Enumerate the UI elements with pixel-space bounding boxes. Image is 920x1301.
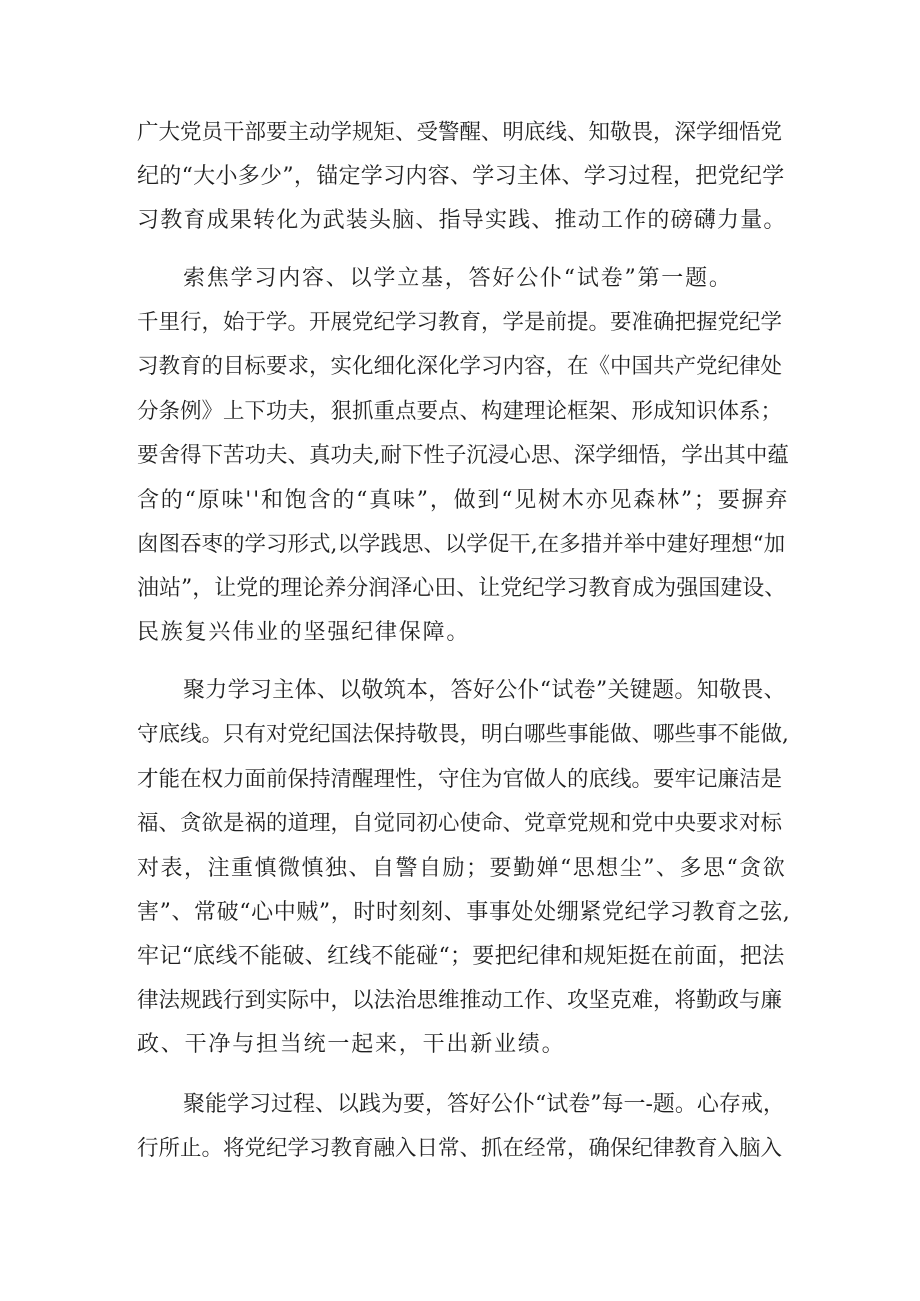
- paragraph-2-line-4: 要舍得下苦功夫、真功夫,耐下性子沉浸心思、深学细悟，学出其中蕴: [137, 443, 789, 468]
- paragraph-2-line-7: 油站”，让党的理论养分润泽心田、让党纪学习教育成为强国建设、: [137, 576, 787, 601]
- paragraph-4-line-2: 行所止。将党纪学习教育融入日常、抓在经常，确保纪律教育入脑入: [137, 1136, 783, 1161]
- paragraph-2-line-2: 习教育的目标要求，实化细化深化学习内容，在《中国共产党纪律处: [137, 354, 783, 379]
- paragraph-3-line-8: 律法规践行到实际中，以法治思维推动工作、攻坚克难，将勤政与廉: [137, 988, 783, 1013]
- paragraph-2-heading: 索焦学习内容、以学立基，答好公仆“试卷”第一题。: [183, 266, 733, 291]
- paragraph-3-line-2: 守底线。只有对党纪国法保持敬畏，明白哪些事能做、哪些事不能做,: [137, 722, 789, 747]
- paragraph-1-line-1: 广大党员干部要主动学规矩、受警醒、明底线、知敬畏，深学细悟党: [137, 120, 783, 145]
- paragraph-3-line-4: 福、贪欲是祸的道理，自觉同初心使命、党章党规和党中央要求对标: [137, 811, 783, 836]
- paragraph-2-line-1: 千里行，始于学。开展党纪学习教育，学是前提。要准确把握党纪学: [137, 310, 783, 335]
- paragraph-3-line-3: 才能在权力面前保持清醒理性，守住为官做人的底线。要牢记廉洁是: [137, 767, 783, 792]
- paragraph-3-line-1: 聚力学习主体、以敬筑本，答好公仆“试卷”关键题。知敬畏、: [183, 678, 786, 703]
- paragraph-3-line-9: 政、干净与担当统一起来，干出新业绩。: [137, 1032, 566, 1057]
- paragraph-2-line-6: 囱图吞枣的学习形式,以学践思、以学促干,在多措并举中建好理想“加: [137, 532, 786, 557]
- paragraph-4-line-1: 聚能学习过程、以践为要，答好公仆“试卷”每一-题。心存戒，: [183, 1092, 785, 1117]
- paragraph-3-line-7: 牢记“底线不能破、红线不能碰“；要把纪律和规矩挺在前面，把法: [137, 944, 785, 969]
- paragraph-2-line-8: 民族复兴伟业的坚强纪律保障。: [137, 620, 471, 645]
- paragraph-1-line-3: 习教育成果转化为武装头脑、指导实践、推动工作的磅礴力量。: [137, 208, 787, 233]
- paragraph-2-line-3: 分条例》上下功夫，狠抓重点要点、构建理论框架、形成知识体系；: [137, 399, 783, 424]
- paragraph-3-line-5: 对表，注重慎微慎独、自警自励；要勤婵“思想尘”、多思“贪欲: [137, 856, 787, 881]
- paragraph-2-line-5: 含的“原味''和饱含的“真味”，做到“见树木亦见森林”；要摒弃: [137, 488, 790, 513]
- paragraph-3-line-6: 害”、常破“心中贼”，时时刻刻、事事处处绷紧党纪学习教育之弦,: [137, 900, 791, 925]
- paragraph-1-line-2: 纪的“大小多少”，锚定学习内容、学习主体、学习过程，把党纪学: [137, 164, 785, 189]
